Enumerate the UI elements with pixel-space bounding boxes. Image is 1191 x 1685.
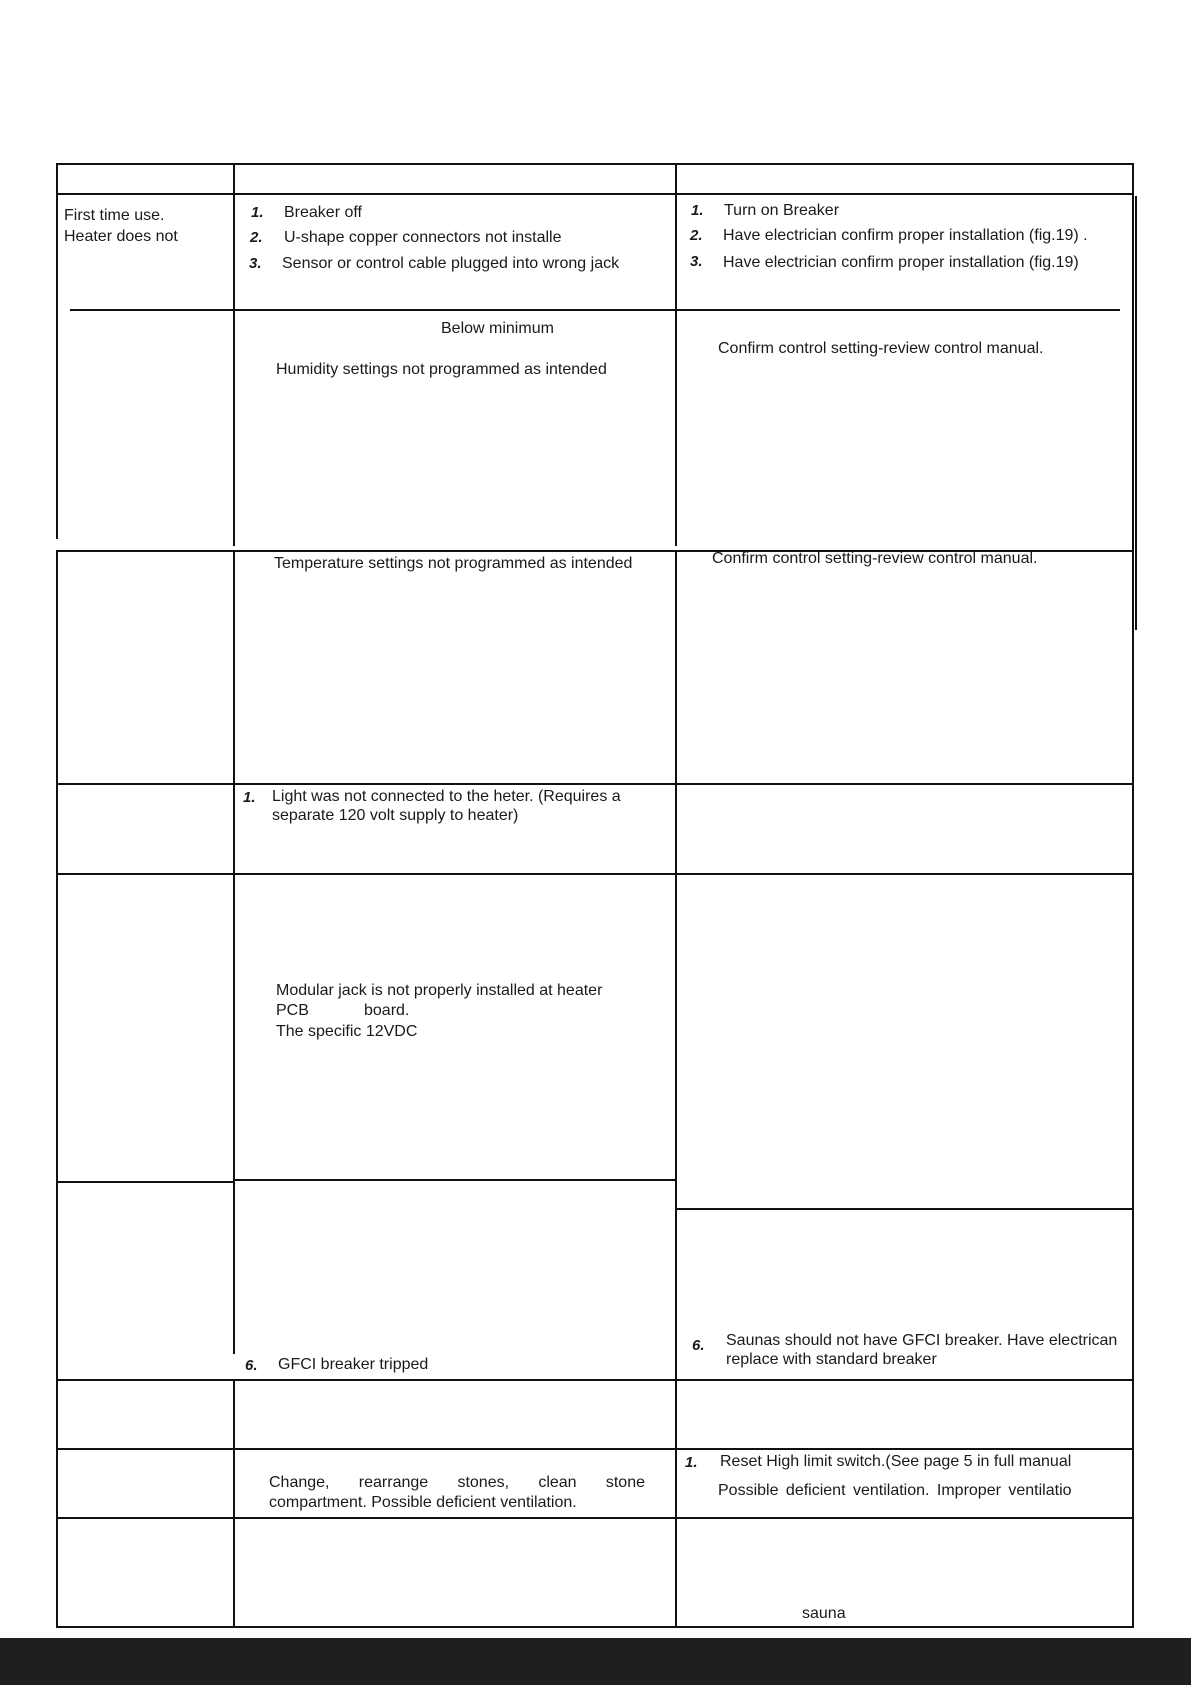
grid-line: [56, 1517, 1134, 1519]
cause-text: Humidity settings not programmed as intended: [276, 361, 607, 378]
footer-bar: [0, 1638, 1191, 1685]
solution-number: 3.: [690, 253, 703, 270]
grid-line: [233, 163, 235, 546]
grid-line: [56, 1181, 234, 1183]
cause-number: 6.: [245, 1357, 258, 1374]
grid-line: [234, 1179, 676, 1181]
cause-text: Breaker off: [284, 204, 362, 221]
cause-number: 2.: [250, 229, 263, 246]
solution-text: Have electrician confirm proper installation (fig.19) .: [723, 227, 1088, 244]
cause-text: GFCI breaker tripped: [278, 1356, 429, 1373]
cause-heading: Below minimum: [441, 320, 554, 337]
problem-line: Heater does not: [64, 228, 178, 245]
solution-text: replace with standard breaker: [726, 1351, 937, 1368]
grid-line: [56, 1448, 1134, 1450]
solution-text: Possible deficient ventilation. Improper ventilatio: [718, 1482, 1072, 1499]
cause-text: U-shape copper connectors not installe: [284, 229, 562, 246]
problem-line: First time use.: [64, 207, 165, 224]
cause-text: The specific 12VDC: [276, 1023, 418, 1040]
cause-text: Change, rearrange stones, clean stone: [269, 1474, 645, 1491]
solution-number: 6.: [692, 1337, 705, 1354]
cause-text: separate 120 volt supply to heater): [272, 807, 519, 824]
solution-text: Confirm control setting-review control manual.: [712, 550, 1038, 567]
grid-line: [233, 550, 235, 1354]
cause-text: PCB: [276, 1002, 309, 1019]
cause-number: 3.: [249, 255, 262, 272]
solution-text: Turn on Breaker: [724, 202, 840, 219]
solution-number: 1.: [691, 202, 704, 219]
solution-text: Have electrician confirm proper installation (fig.19): [723, 254, 1079, 271]
solution-text: sauna: [802, 1605, 846, 1622]
grid-line: [70, 309, 1120, 311]
grid-line: [233, 1379, 235, 1628]
grid-line: [676, 1208, 1134, 1210]
cause-number: 1.: [251, 204, 264, 221]
cause-number: 1.: [243, 789, 256, 806]
grid-line: [56, 1626, 1134, 1628]
cause-text: Light was not connected to the heter. (Requires a: [272, 788, 621, 805]
grid-line: [675, 163, 677, 546]
cause-text: compartment. Possible deficient ventilation.: [269, 1494, 577, 1511]
grid-line: [1135, 196, 1137, 630]
grid-line: [56, 783, 1134, 785]
solution-text: Reset High limit switch.(See page 5 in full manual: [720, 1453, 1072, 1470]
grid-line: [56, 163, 58, 539]
cause-text: Sensor or control cable plugged into wrong jack: [282, 255, 620, 272]
cause-text: Temperature settings not programmed as intended: [274, 555, 633, 572]
solution-number: 1.: [685, 1454, 698, 1471]
grid-line: [1132, 163, 1134, 1628]
grid-line: [56, 550, 58, 1628]
grid-line: [675, 550, 677, 1628]
grid-line: [56, 1379, 1134, 1381]
cause-text: board.: [364, 1002, 410, 1019]
grid-line: [56, 163, 1134, 165]
cause-text: Modular jack is not properly installed at heater: [276, 982, 603, 999]
solution-text: Saunas should not have GFCI breaker. Have electrican: [726, 1332, 1118, 1349]
grid-line: [56, 193, 1134, 195]
grid-line: [56, 873, 1134, 875]
solution-text: Confirm control setting-review control manual.: [718, 340, 1044, 357]
solution-number: 2.: [690, 227, 703, 244]
